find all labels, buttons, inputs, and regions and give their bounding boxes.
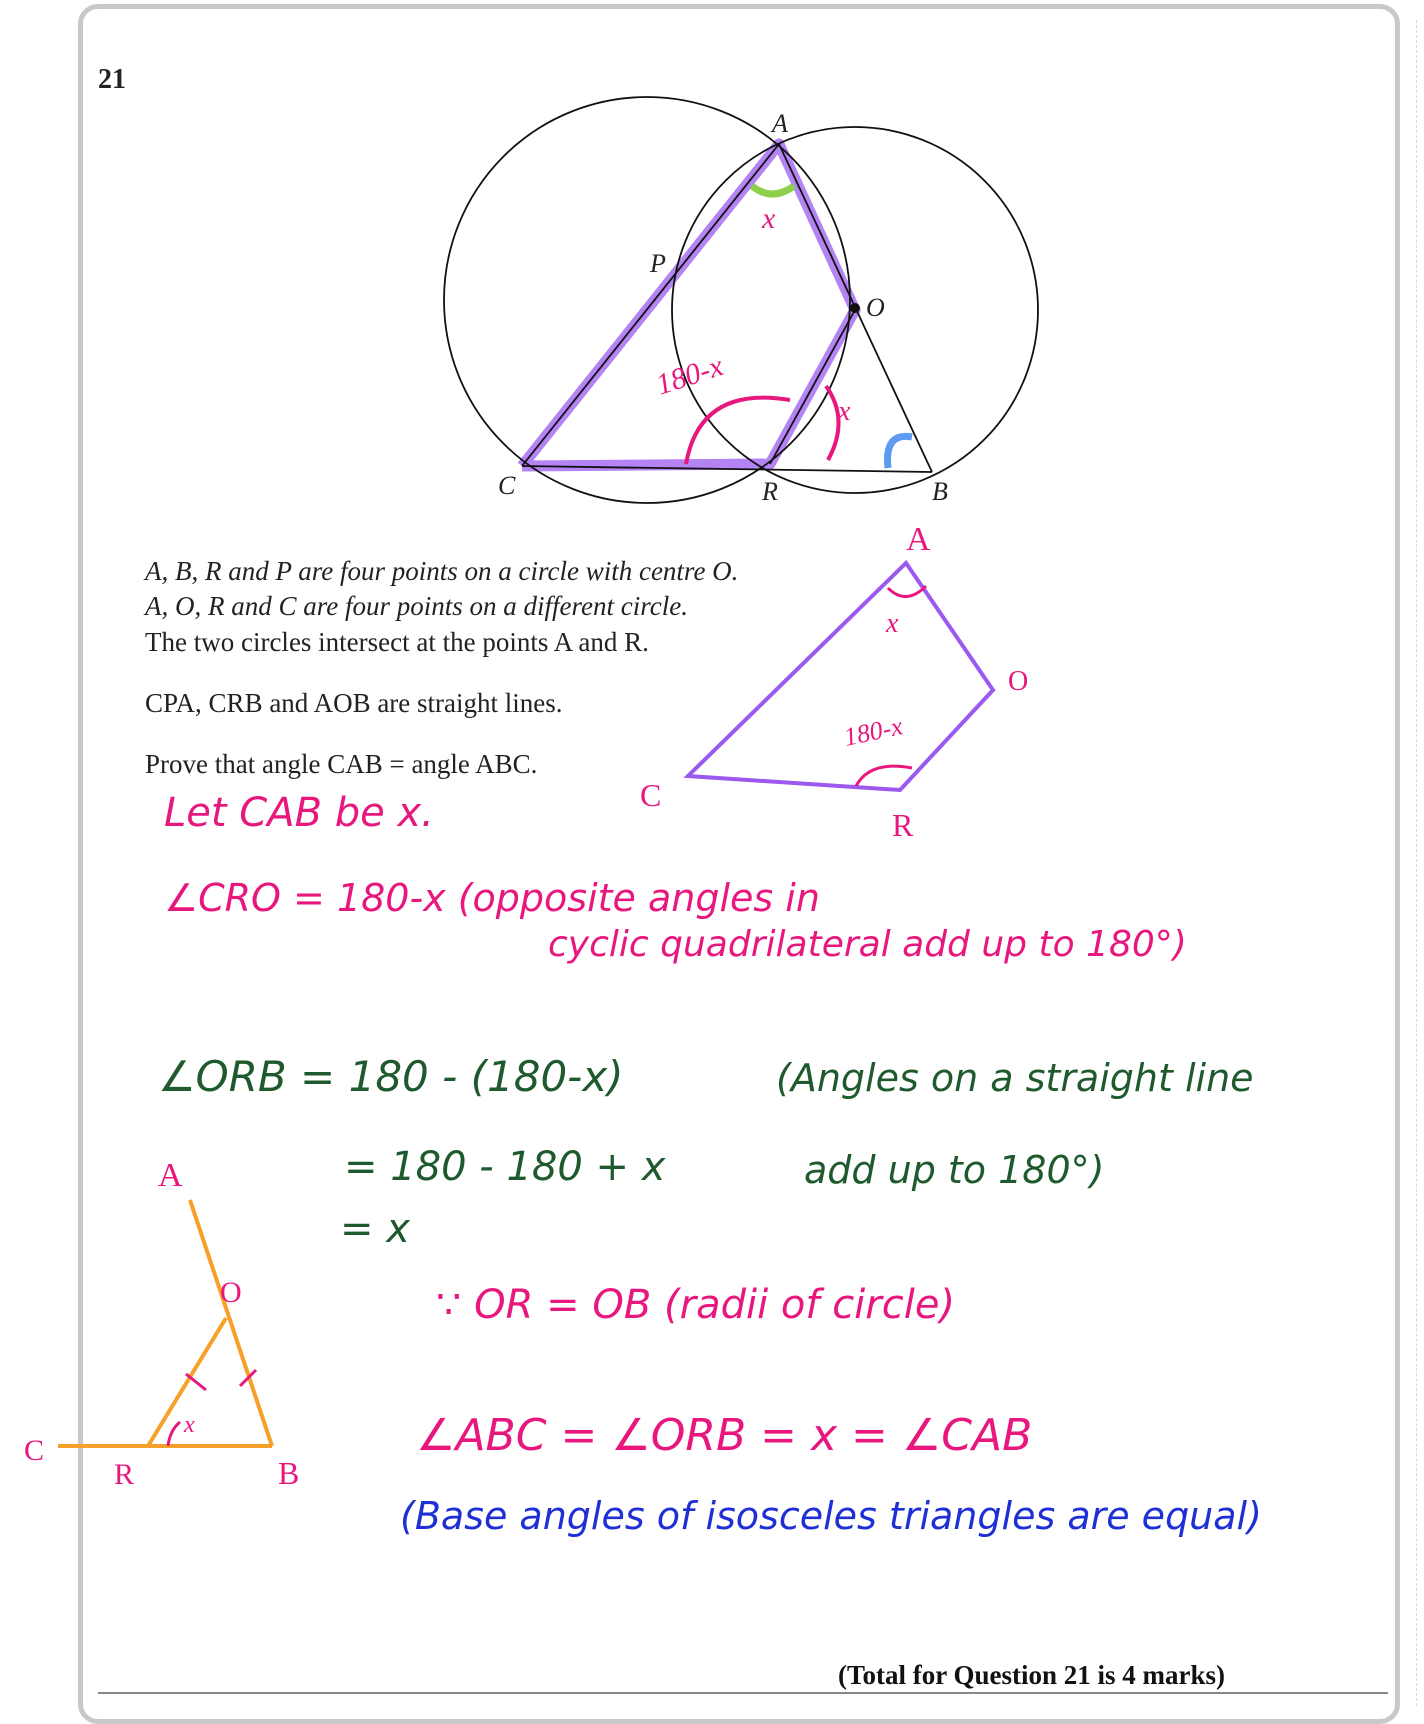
sketch2-angle-x: x — [184, 1412, 195, 1438]
sketch1-angle-r — [856, 766, 912, 786]
working-line-3: cyclic quadrilateral add up to 180°) — [548, 924, 1187, 965]
working-line-4a: ∠ORB = 180 - (180-x) — [158, 1052, 624, 1101]
working-line-2: ∠CRO = 180-x (opposite angles in — [164, 876, 820, 920]
working-line-4b: (Angles on a straight line — [776, 1056, 1254, 1100]
label-o: O — [866, 293, 885, 322]
angle-label-180x: 180-x — [651, 349, 728, 402]
sketch1-quad — [688, 563, 993, 790]
sketch2-label-a: A — [158, 1157, 183, 1194]
sketch1-angle-x: x — [886, 608, 899, 639]
label-p: P — [650, 249, 666, 278]
line-or — [770, 310, 855, 464]
sketch1-angle-180x: 180-x — [841, 711, 906, 752]
working-line-9: (Base angles of isosceles triangles are equal) — [400, 1494, 1262, 1538]
bottom-rule — [98, 1692, 1388, 1694]
sketch1-label-o: O — [1008, 666, 1029, 697]
sketch2-angle-r — [168, 1422, 180, 1446]
label-r: R — [762, 477, 778, 506]
sketch2-label-c: C — [24, 1434, 45, 1467]
angle-mark-r-right — [826, 386, 839, 460]
sketch1-label-a: A — [906, 521, 931, 558]
working-line-6: = x — [340, 1206, 410, 1252]
statement-1: A, B, R and P are four points on a circle with centre O. — [145, 556, 739, 586]
angle-label-x: x — [762, 202, 776, 235]
statement-4: CPA, CRB and AOB are straight lines. — [145, 688, 563, 718]
point-o — [850, 303, 860, 313]
statement-2: A, O, R and C are four points on a different circle. — [145, 591, 688, 621]
sketch2-label-o: O — [220, 1276, 242, 1309]
sketch2-line-ab — [190, 1200, 272, 1446]
working-line-5a: = 180 - 180 + x — [344, 1144, 666, 1190]
sketch2-label-r: R — [114, 1458, 135, 1491]
highlight-cyclic-quad — [522, 144, 855, 466]
statement-3: The two circles intersect at the points A and R. — [145, 627, 649, 657]
label-a: A — [772, 109, 788, 138]
total-marks: (Total for Question 21 is 4 marks) — [838, 1660, 1226, 1690]
working-line-8: ∠ABC = ∠ORB = x = ∠CAB — [416, 1410, 1033, 1461]
working-line-1: Let CAB be x. — [164, 790, 434, 836]
angle-label-x-right: x — [838, 396, 851, 427]
sketch1-label-r: R — [892, 807, 914, 843]
working-line-7: ∵ OR = OB (radii of circle) — [436, 1282, 956, 1328]
label-b: B — [932, 477, 948, 506]
working-line-5b: add up to 180°) — [804, 1148, 1105, 1192]
label-c: C — [498, 471, 516, 500]
angle-mark-b — [888, 436, 913, 468]
angle-mark-a — [752, 186, 794, 194]
line-cpa — [522, 144, 779, 466]
sketch1-label-c: C — [640, 777, 662, 813]
sketch2-label-b: B — [278, 1455, 300, 1491]
sketch1-angle-a — [888, 586, 926, 597]
statement-5: Prove that angle CAB = angle ABC. — [145, 749, 538, 779]
question-number: 21 — [98, 64, 126, 95]
